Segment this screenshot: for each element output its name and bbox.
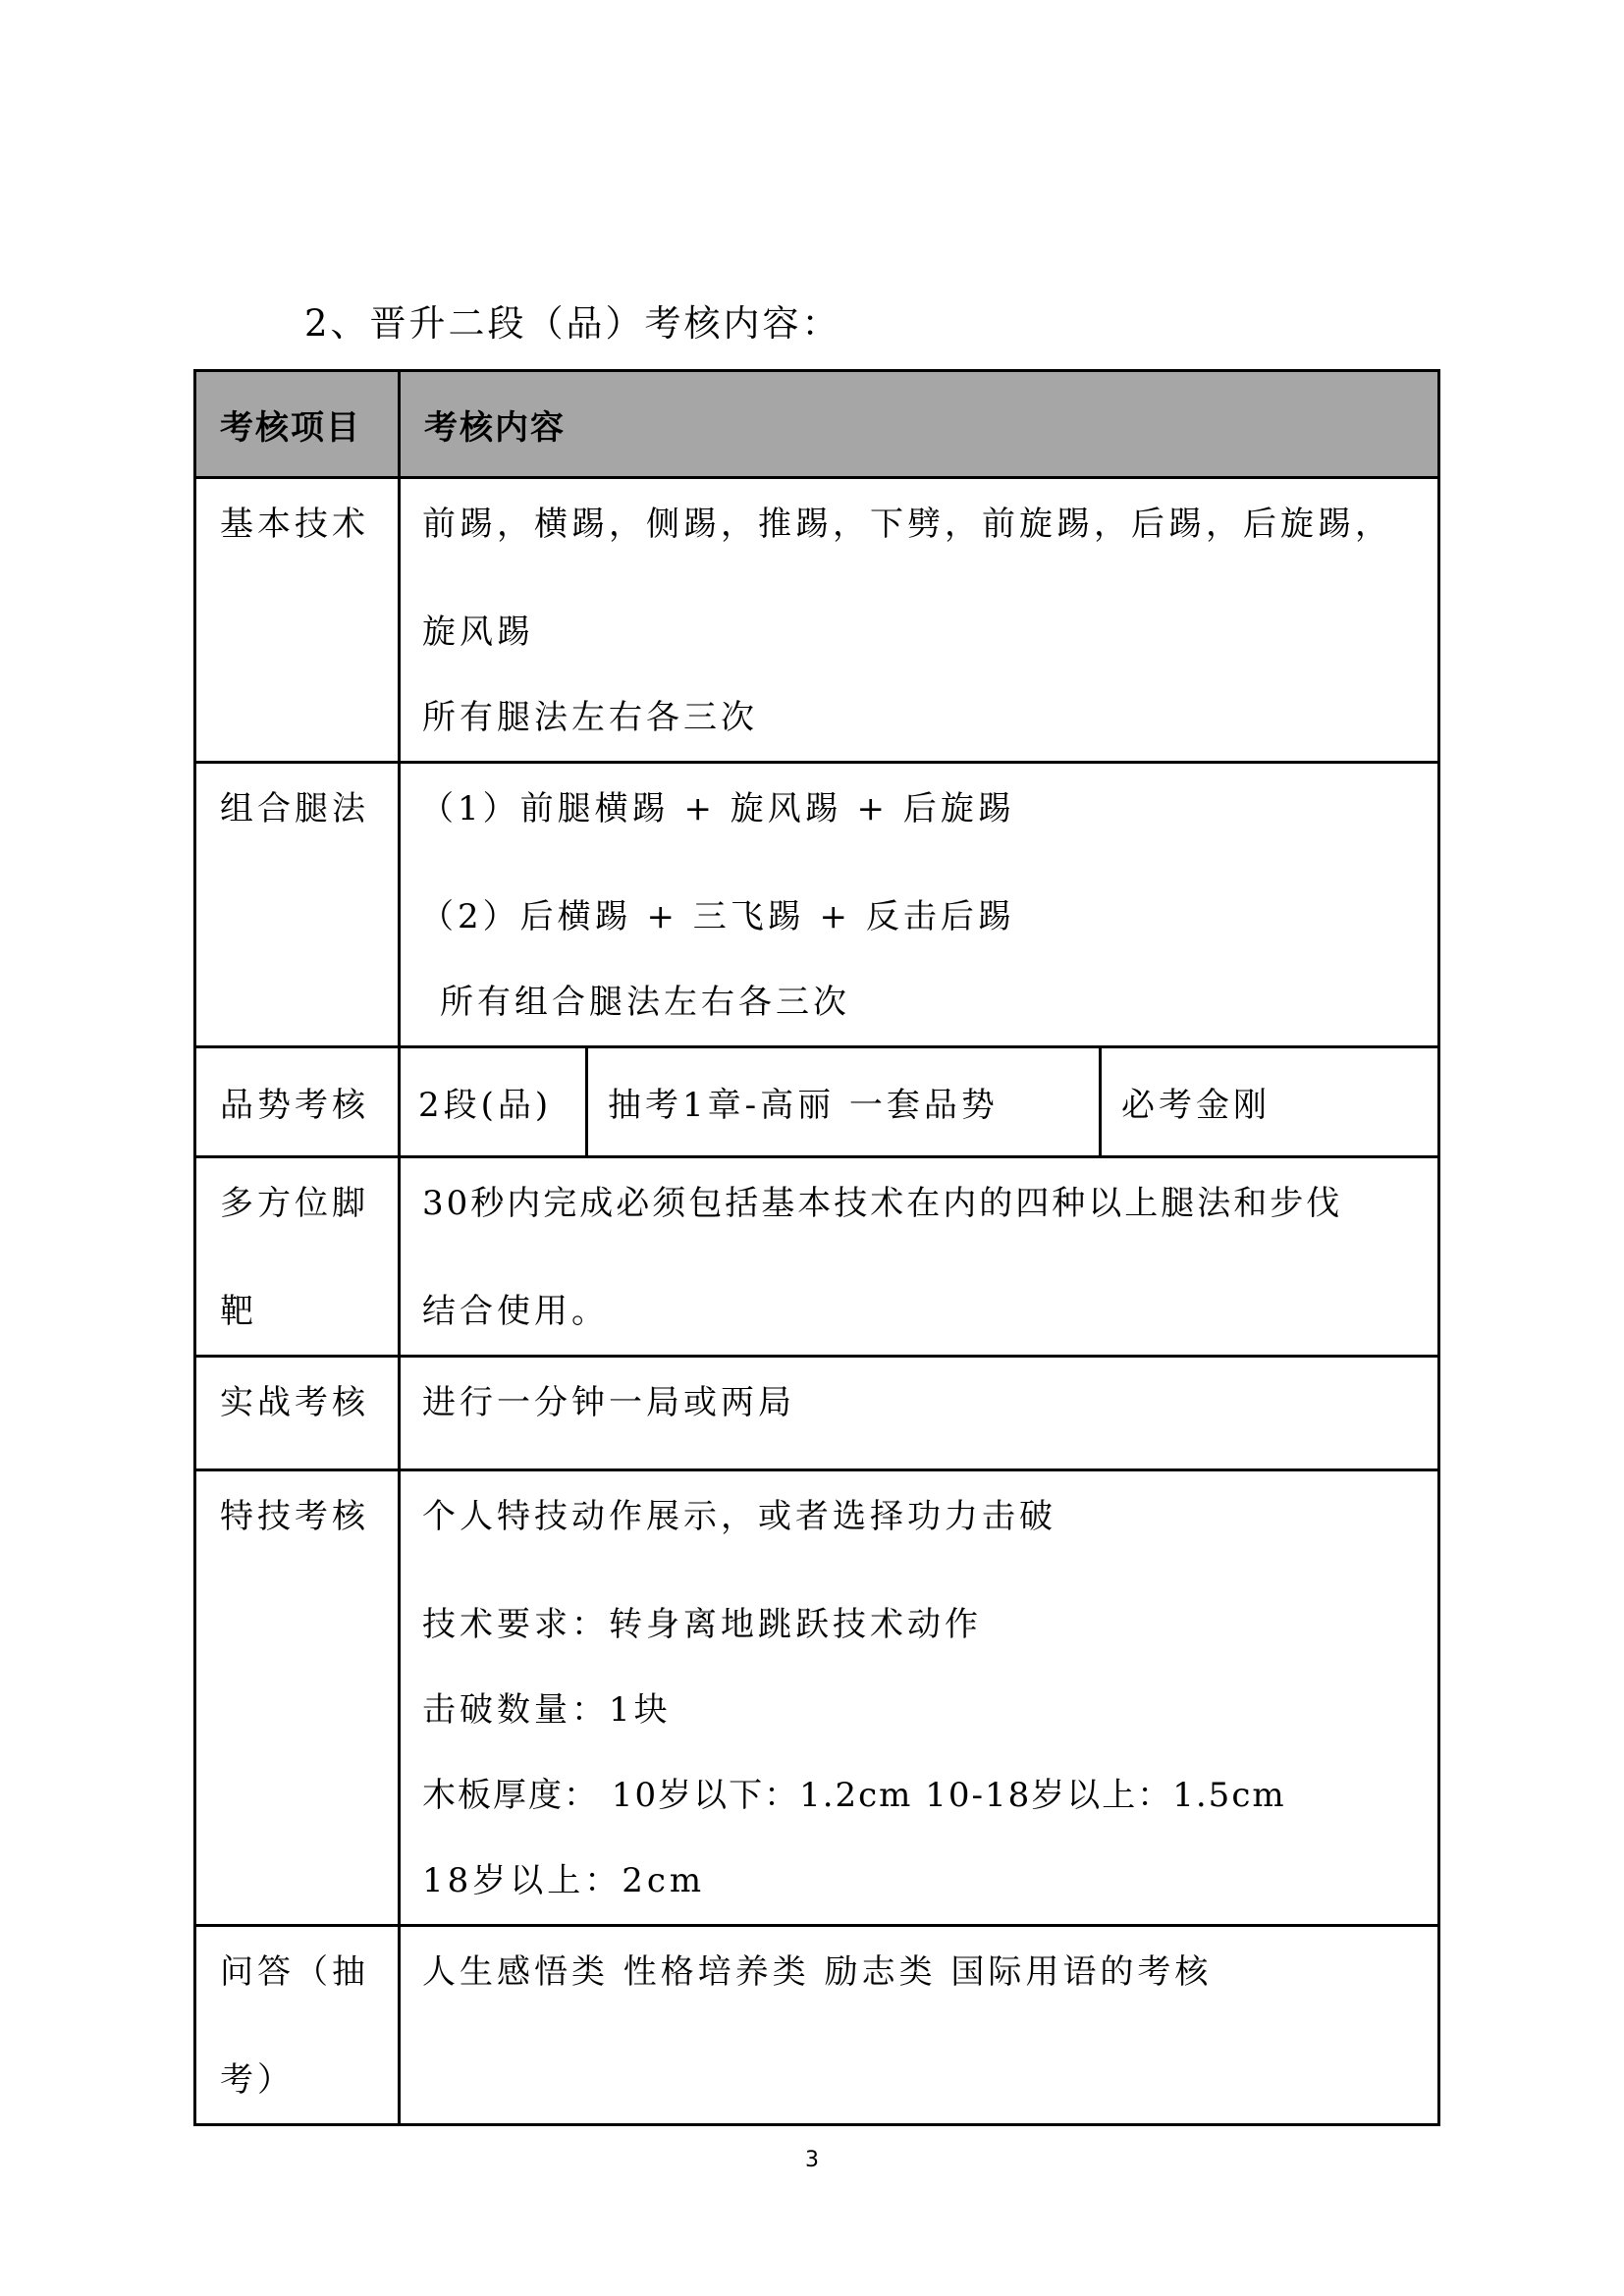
table-row-sparring <box>195 1357 1439 1470</box>
row-content <box>400 1926 1439 2125</box>
content-line: （2）后横踢 + 三飞踢 + 反击后踢 <box>420 897 1015 936</box>
page-number: 3 <box>805 2148 819 2172</box>
header-item-label: 考核项目 <box>195 371 400 478</box>
row-label <box>195 763 400 1047</box>
row-label-text: 品势考核 <box>220 1086 369 1125</box>
table-row-qa <box>195 1926 1439 2125</box>
header-content-label: 考核内容 <box>400 371 1439 478</box>
exam-content-table <box>193 369 1440 2126</box>
row-label <box>195 1157 400 1357</box>
row-label-text: 考） <box>220 2060 295 2100</box>
table-row-poomsae <box>195 1047 1439 1157</box>
row-label-text: 靶 <box>220 1292 257 1331</box>
poomsae-dan-cell: 2段(品) <box>418 1086 553 1125</box>
row-label-text: 多方位脚 <box>220 1184 369 1223</box>
content-line: 技术要求：转身离地跳跃技术动作 <box>422 1605 982 1644</box>
table-header-row <box>195 371 1439 478</box>
content-line: 所有腿法左右各三次 <box>422 698 758 737</box>
row-content <box>400 478 1439 763</box>
content-line: 结合使用。 <box>422 1292 609 1331</box>
content-line: 18岁以上：2cm <box>422 1861 706 1900</box>
content-line: 30秒内完成必须包括基本技术在内的四种以上腿法和步伐 <box>422 1184 1343 1223</box>
row-label <box>195 1470 400 1926</box>
row-label-text: 基本技术 <box>220 505 369 544</box>
row-label <box>195 478 400 763</box>
row-label <box>195 1047 400 1157</box>
row-content <box>400 1470 1439 1926</box>
row-label-text: 组合腿法 <box>220 789 369 828</box>
content-line: 人生感悟类 性格培养类 励志类 国际用语的考核 <box>422 1952 1213 1992</box>
table-row-target <box>195 1157 1439 1357</box>
row-label-text: 问答（抽 <box>220 1952 369 1992</box>
row-content <box>400 1157 1439 1357</box>
row-label <box>195 1926 400 2125</box>
row-content <box>400 763 1439 1047</box>
content-line: 木板厚度： 10岁以下：1.2cm 10-18岁以上：1.5cm <box>422 1776 1286 1815</box>
content-line: 前踢，横踢，侧踢，推踢，下劈，前旋踢，后踢，后旋踢， <box>422 505 1392 544</box>
section-heading: 2、晋升二段（品）考核内容： <box>304 302 841 345</box>
poomsae-draw-cell: 抽考1章-高丽 一套品势 <box>585 1048 1099 1155</box>
row-content <box>400 1047 1439 1157</box>
row-content <box>400 1357 1439 1470</box>
row-label-text: 实战考核 <box>220 1383 369 1422</box>
poomsae-required-cell: 必考金刚 <box>1099 1048 1437 1155</box>
content-line: 旋风踢 <box>422 613 534 652</box>
row-label-text: 特技考核 <box>220 1497 369 1536</box>
table-row-combo <box>195 763 1439 1047</box>
content-line: 个人特技动作展示，或者选择功力击破 <box>422 1497 1056 1536</box>
row-label <box>195 1357 400 1470</box>
content-line: 进行一分钟一局或两局 <box>422 1383 795 1422</box>
content-line: （1）前腿横踢 + 旋风踢 + 后旋踢 <box>420 789 1015 828</box>
table-row-special <box>195 1470 1439 1926</box>
content-line: 击破数量：1块 <box>422 1690 672 1730</box>
content-line: 所有组合腿法左右各三次 <box>440 983 850 1022</box>
table-row-basic <box>195 478 1439 763</box>
